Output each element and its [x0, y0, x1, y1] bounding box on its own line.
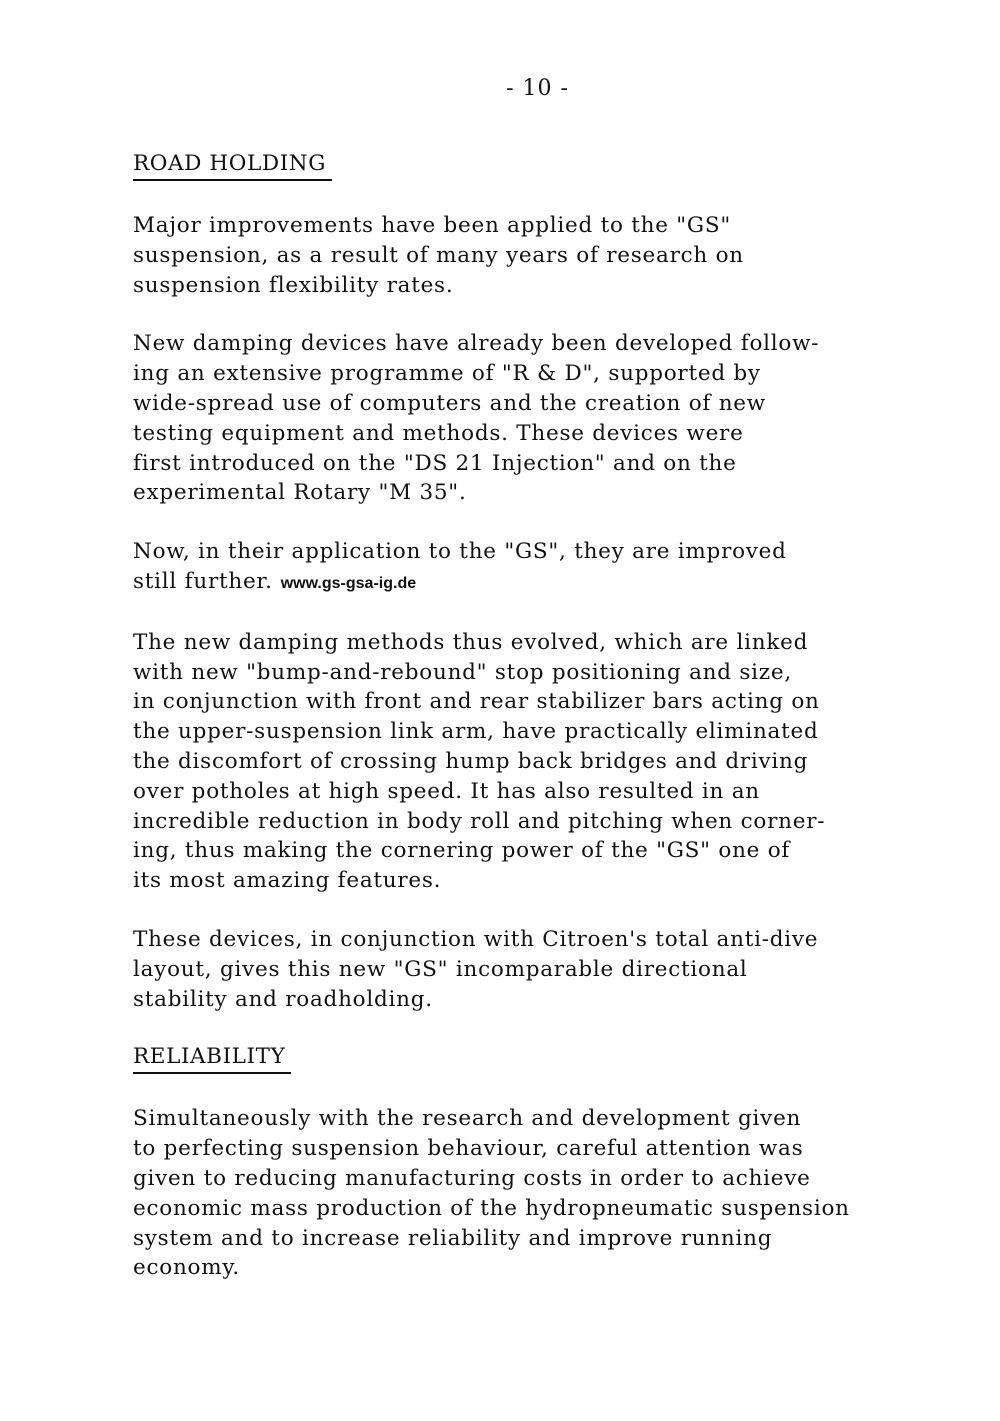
- section-road-holding: [133, 150, 933, 181]
- paragraph-road-holding-3-text: Now, in their application to the "GS", they are improved still further.: [133, 539, 787, 594]
- paragraph-road-holding-5: These devices, in conjunction with Citroen's total anti-dive layout, gives this new "GS" incomparable directional stability and roadholding.: [133, 926, 819, 1012]
- paragraph-road-holding-3: [133, 537, 933, 599]
- section-reliability: [133, 1043, 933, 1074]
- page-number: - 10 -: [506, 76, 569, 101]
- section-heading-reliability: RELIABILITY: [133, 1043, 291, 1074]
- document-body: [133, 150, 933, 1312]
- paragraph-road-holding-2: New damping devices have already been developed follow- ing an extensive programme of "R & D", supported by wide-spread use of computers and the creation of new testing equipment and methods. These devices were first introduced on the "DS 21 Injection" and on the experimental Rotary "M 35".: [133, 331, 820, 506]
- watermark-url: www.gs-gsa-ig.de: [280, 574, 417, 592]
- paragraph-road-holding-1: Major improvements have been applied to the "GS" suspension, as a result of many years of research on suspension flexibility rates.: [133, 213, 744, 298]
- paragraph-reliability-1: Simultaneously with the research and development given to perfecting suspension behaviour, careful attention was given to reducing manufacturing costs in order to achieve economic mass production of the hydropneumatic suspension system and to increase reliability and improve running economy.: [133, 1106, 850, 1281]
- paragraph-road-holding-4: The new damping methods thus evolved, which are linked with new "bump-and-rebound" stop positioning and size, in conjunction with front and rear stabilizer bars acting on the upper-suspension link arm, have practically eliminated the discomfort of crossing hump back bridges and driving over potholes at high speed. It has also resulted in an incredible reduction in body roll and pitching when corner- ing, thus making the cornering power of the "GS" one of its most amazing features.: [133, 629, 826, 894]
- section-heading-road-holding: ROAD HOLDING: [133, 150, 332, 181]
